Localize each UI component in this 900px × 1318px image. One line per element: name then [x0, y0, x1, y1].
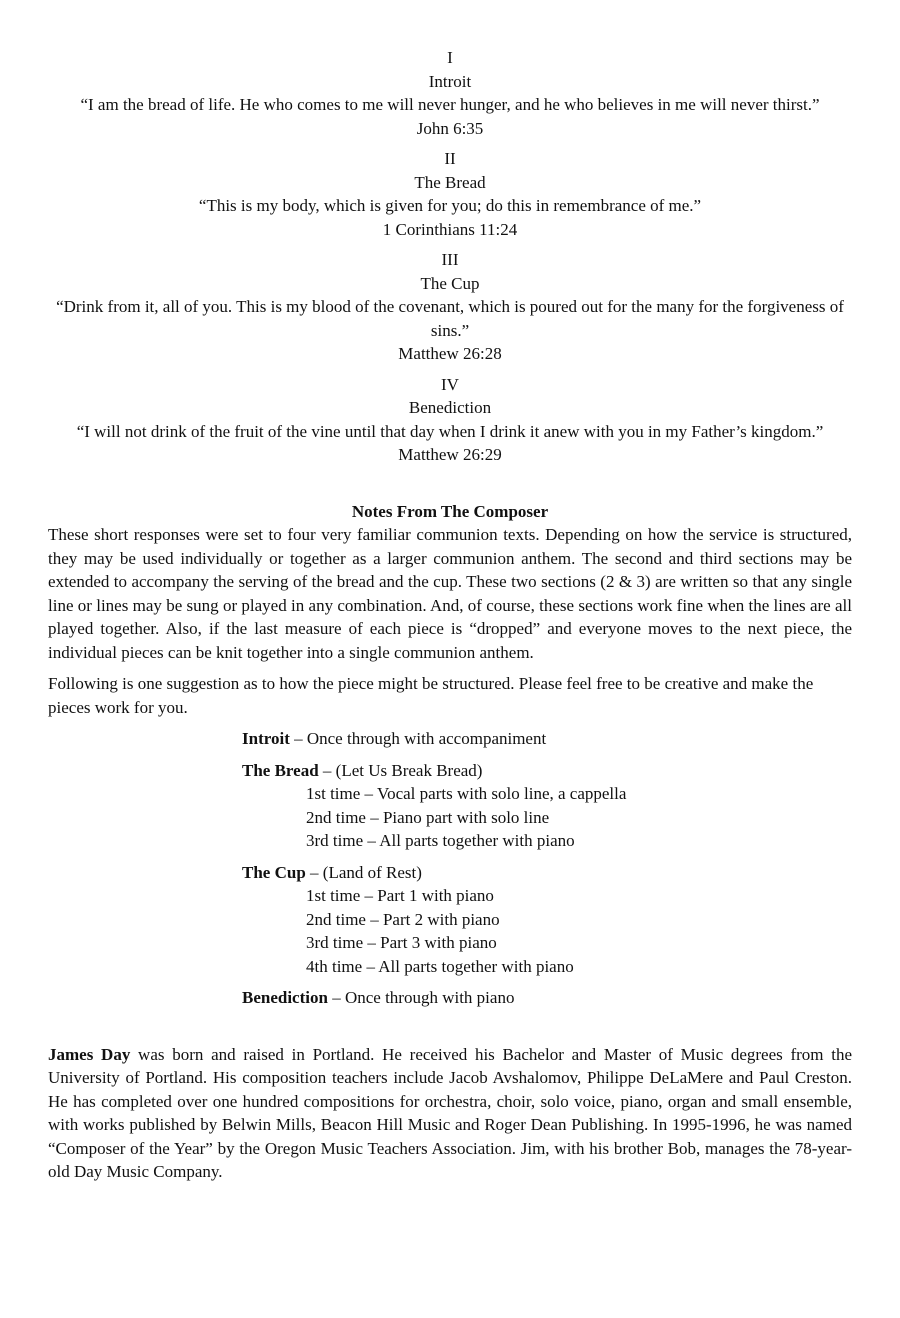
movement-quote: “I am the bread of life. He who comes to me will never hunger, and he who believes in me will never thirst.” — [80, 95, 820, 114]
plan-item-name: The Bread — [242, 760, 319, 780]
movement-quote: “Drink from it, all of you. This is my blood of the covenant, which is poured out for the many for the forgiveness of sins.” — [56, 297, 844, 340]
notes-paragraph: These short responses were set to four very familiar communion texts. Depending on how the service is structured, they may be used individually or together as a larger communion anthem. The second and third sections may be extended to accompany the serving of the bread and the cup. These two sections (2 & 3) are written so that any single line or lines may be sung or played in any combination. And, of course, these sections work fine when the lines are all played together. Also, if the last measure of each piece is “dropped” and everyone moves to the next piece, the individual pieces can be knit together into a single communion anthem. — [48, 525, 852, 662]
plan-item-head — [242, 986, 852, 1010]
document-page — [48, 46, 852, 1192]
plan-item — [242, 727, 852, 751]
plan-item — [242, 861, 852, 979]
movement-numeral: IV — [441, 374, 459, 394]
plan-item-head — [242, 861, 852, 885]
plan-step: 3rd time – Part 3 with piano — [306, 933, 497, 952]
movement-quote: “I will not drink of the fruit of the vine until that day when I drink it anew with you in my Father’s kingdom.” — [76, 421, 824, 441]
movement-reference: Matthew 26:29 — [398, 445, 502, 464]
movement-section — [48, 248, 852, 366]
plan-step: 4th time – All parts together with piano — [306, 956, 574, 976]
plan-step: 1st time – Vocal parts with solo line, a cappella — [306, 784, 627, 803]
composer-bio — [48, 1043, 852, 1184]
plan-item-head — [242, 727, 852, 751]
movement-title: The Cup — [420, 273, 480, 293]
movement-section — [48, 373, 852, 467]
movement-section — [48, 46, 852, 140]
movement-reference: Matthew 26:28 — [398, 344, 502, 363]
plan-item-name: Benediction — [242, 988, 328, 1007]
plan-item-desc: – (Let Us Break Bread) — [318, 760, 483, 780]
plan-step: 3rd time – All parts together with piano — [306, 831, 575, 850]
movement-reference: 1 Corinthians 11:24 — [382, 219, 518, 239]
movement-section — [48, 147, 852, 241]
plan-item-desc: – (Land of Rest) — [305, 862, 422, 882]
movement-title: The Bread — [414, 172, 486, 192]
movement-title: Benediction — [408, 398, 492, 417]
notes-heading: Notes From The Composer — [351, 501, 549, 521]
movement-numeral: I — [447, 48, 453, 67]
movement-title: Introit — [428, 71, 472, 91]
movement-numeral: II — [444, 149, 456, 168]
plan-step: 2nd time – Part 2 with piano — [306, 909, 500, 929]
plan-item — [242, 986, 852, 1010]
plan-item-name: The Cup — [242, 862, 306, 882]
movement-reference: John 6:35 — [416, 118, 484, 138]
notes-paragraph: Following is one suggestion as to how the piece might be structured. Please feel free to be creative and make the pieces work for you. — [48, 674, 814, 717]
structure-plan — [242, 727, 852, 1010]
composer-name: James Day — [48, 1044, 131, 1064]
movement-quote: “This is my body, which is given for you; do this in remembrance of me.” — [198, 196, 702, 215]
plan-step: 2nd time – Piano part with solo line — [306, 807, 550, 827]
plan-item-desc: – Once through with piano — [327, 988, 515, 1007]
composer-bio-text: was born and raised in Portland. He received his Bachelor and Master of Music degrees from the University of Portland. His composition teachers include Jacob Avshalomov, Philippe DeLaMere and Paul Creston. He has completed over one hundred compositions for orchestra, choir, solo voice, piano, organ and small ensemble, with works published by Belwin Mills, Beacon Hill Music and Roger Dean Publishing. In 1995-1996, he was named “Composer of the Year” by the Oregon Music Teachers Association. Jim, with his brother Bob, manages the 78-year-old Day Music Company. — [48, 1044, 853, 1181]
plan-step: 1st time – Part 1 with piano — [306, 886, 494, 905]
plan-item-desc: – Once through with accompaniment — [289, 729, 547, 748]
plan-item-head — [242, 759, 852, 783]
plan-item-name: Introit — [242, 729, 290, 748]
plan-item — [242, 759, 852, 853]
movement-numeral: III — [441, 250, 459, 269]
